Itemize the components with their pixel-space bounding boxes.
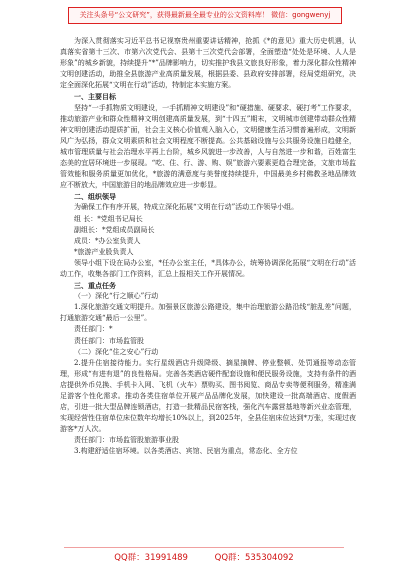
responsible-dept: 责任部门：*: [74, 325, 113, 334]
paragraph-task-3: 3.构建舒适住宿环境。以各类酒店、宾馆、民宿为重点，常态化、全方位: [74, 447, 298, 456]
list-item-member: 成员：*办公室负责人: [74, 236, 141, 245]
paragraph-intro: 为深入贯彻落实习近平总书记视察贵州重要讲话精神，抢抓《*的意见》重大历史机遇，认真落实省第十三次、市第六次党代会、县第十三次党代会部署，全面塑造“处处是环境、人人是形象”的城乡新貌，持续提升“*”品牌影响力，切实推护我县文旅良好形象，着力深化群众性精神文明创建活动，助推全县旅游产业高质量发展，根据县委、县政府安排部署，经局党组研究，决定全面深化拓展“文明在行动”活动，特制定本实施方案。: [60, 37, 356, 90]
qq-group-1: QQ群：31991489: [114, 553, 188, 563]
footer-divider: [64, 547, 344, 548]
paragraph-task-2: 2.提升住宿接待能力。实行星级酒店升级降级、摘星摘牌、停业整顿、处罚通报等动态管理，形成“有进有退”的良性格局。完善各类酒店硬件配套设施和便民服务设施，支持有条件的酒店提供外币兑换、手机卡入网、飞机（火车）票购买、图书阅览、商品专卖等便利服务，精准满足游客个性化需求。推动各类住宿单位开展产品品牌化发展，加快建设一批高端酒店、度假酒店，引进一批大型品牌连锁酒店，打造一批精品民宿客栈，强化汽车露营基地等新兴业态管理，实现经营性住宿单位床位数年均增长10%以上，到2025年，全县住宿床位达到*万张，实现过夜游客*万人次。: [60, 358, 356, 434]
responsible-dept: 责任部门：市场监管股旅游事业股: [74, 436, 179, 445]
qq-group-2: QQ群：535304092: [214, 553, 294, 563]
paragraph-task-1: 1.深化旅游交通文明提升。加强景区旅游公路建设，集中治理旅游公路沿线“脏乱差”问题，打通旅游交通“最后一公里”。: [60, 303, 356, 323]
section-heading-organization: 二、组织领导: [74, 192, 116, 202]
list-item-member: *旅游产业股负责人: [74, 247, 134, 256]
section-heading-tasks: 三、重点任务: [74, 281, 116, 291]
subheading-lodging: （二）深化“住之安心”行动: [74, 347, 159, 356]
paragraph-organization: 为确保工作有序开展，特成立深化拓展“文明在行动”活动工作领导小组。: [74, 203, 299, 212]
footer: [0, 550, 408, 566]
responsible-dept: 责任部门：市场监管股: [74, 336, 144, 345]
promo-banner: 关注头条号“公文研究”，获得最新最全最专业的公文资料库！ 微信：gongwenyj: [68, 7, 342, 24]
subheading-traffic: （一）深化“行之顺心”行动: [74, 292, 159, 301]
list-item-deputy-leader: 副组长：*党组成员副局长: [74, 225, 155, 234]
paragraph-office: 领导小组下设在局办公室，*任办公室主任，*具体办公，统筹协调深化拓展“文明在行动”活动工作，收集各部门工作资料，汇总上报相关工作开展情况。: [60, 258, 356, 278]
section-heading-goals: 一、主要目标: [74, 92, 116, 102]
paragraph-goals: 坚持“一手抓物质文明建设，一手抓精神文明建设”和“硬措施、硬要求、硬打考”工作要求，推动旅游产业和群众性精神文明创建高质量发展，到“十四五”期末，文明城市创建带动群众性精神文明创建活动提质扩面，社会主义核心价值观入脑入心，文明健康生活习惯普遍形成，文明新风广为弘扬，群众文明素质和社会文明程度不断提高。公共基础设施与公共服务设施日趋健全，城市管理质量与社会治理水平再上台阶，城乡风貌进一步改善，人与自然进一步和谐，百姓富生态美的宜居环境进一步展现。“吃、住、行、游、购、娱”旅游六要素更趋合理完备，文旅市场监管效能和服务质量更加优化，*旅游的满意度与美誉度持续提升，中国最美乡村佛教圣地品牌效应不断放大，中国旅游目的地品牌效应进一步彰显。: [60, 103, 356, 190]
list-item-leader: 组 长：*党组书记局长: [74, 214, 143, 223]
document-body: [60, 36, 356, 548]
